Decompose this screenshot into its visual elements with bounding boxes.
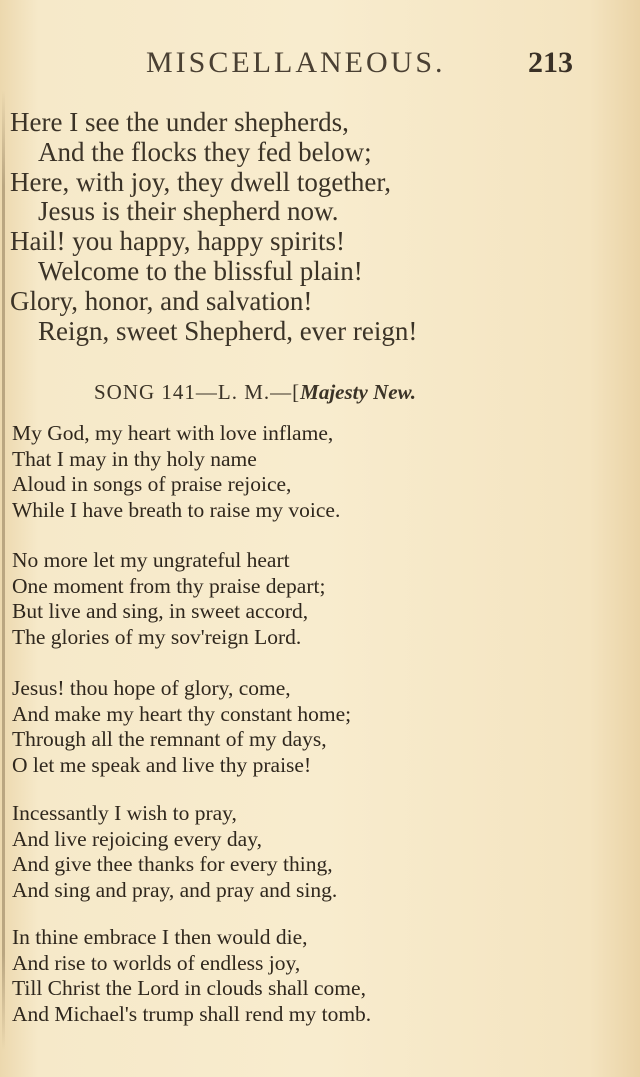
- tune-name: Majesty New.: [300, 380, 417, 404]
- verse-line: And make my heart thy constant home;: [12, 701, 352, 726]
- verse-line: In thine embrace I then would die,: [12, 925, 308, 949]
- verse-line: Till Christ the Lord in clouds shall come,: [12, 976, 366, 1001]
- running-title: MISCELLANEOUS.: [146, 46, 446, 79]
- verse-line: One moment from thy praise depart;: [12, 573, 326, 598]
- song-number-meter: SONG 141—L. M.—[: [94, 380, 301, 404]
- page-gutter-edge: [2, 90, 5, 1050]
- previous-hymn-stanza: [10, 108, 417, 346]
- verse-line: Here, with joy, they dwell together,: [10, 166, 392, 197]
- verse-line: Through all the remnant of my days,: [12, 727, 327, 752]
- verse-line: Jesus! thou hope of glory, come,: [12, 676, 291, 700]
- stanza-5: [12, 925, 371, 1028]
- song-heading: [94, 380, 416, 405]
- verse-line: No more let my ungrateful heart: [12, 548, 290, 572]
- verse-line: Welcome to the blissful plain!: [38, 255, 363, 286]
- verse-line: Glory, honor, and salvation!: [10, 285, 313, 316]
- verse-line: While I have breath to raise my voice.: [12, 498, 341, 523]
- verse-line: And sing and pray, and pray and sing.: [12, 878, 338, 903]
- stanza-2: [12, 548, 325, 651]
- verse-line: And Michael's trump shall rend my tomb.: [12, 1002, 372, 1027]
- verse-line: And give thee thanks for every thing,: [12, 852, 333, 877]
- page-number: 213: [528, 46, 573, 79]
- verse-line: Aloud in songs of praise rejoice,: [12, 472, 292, 497]
- verse-line: The glories of my sov'reign Lord.: [12, 625, 302, 650]
- verse-line: Incessantly I wish to pray,: [12, 801, 237, 825]
- verse-line: And the flocks they fed below;: [38, 136, 372, 167]
- stanza-1: [12, 421, 340, 524]
- verse-line: Hail! you happy, happy spirits!: [10, 226, 345, 257]
- verse-line: Reign, sweet Shepherd, ever reign!: [38, 315, 418, 346]
- stanza-3: [12, 676, 351, 779]
- verse-line: But live and sing, in sweet accord,: [12, 599, 309, 624]
- verse-line: O let me speak and live thy praise!: [12, 753, 312, 778]
- verse-line: My God, my heart with love inflame,: [12, 421, 334, 445]
- verse-line: And rise to worlds of endless joy,: [12, 950, 301, 975]
- running-head: [0, 46, 640, 86]
- verse-line: And live rejoicing every day,: [12, 826, 262, 851]
- verse-line: Here I see the under shepherds,: [10, 107, 349, 137]
- verse-line: That I may in thy holy name: [12, 446, 257, 471]
- verse-line: Jesus is their shepherd now.: [38, 196, 339, 227]
- stanza-4: [12, 801, 337, 904]
